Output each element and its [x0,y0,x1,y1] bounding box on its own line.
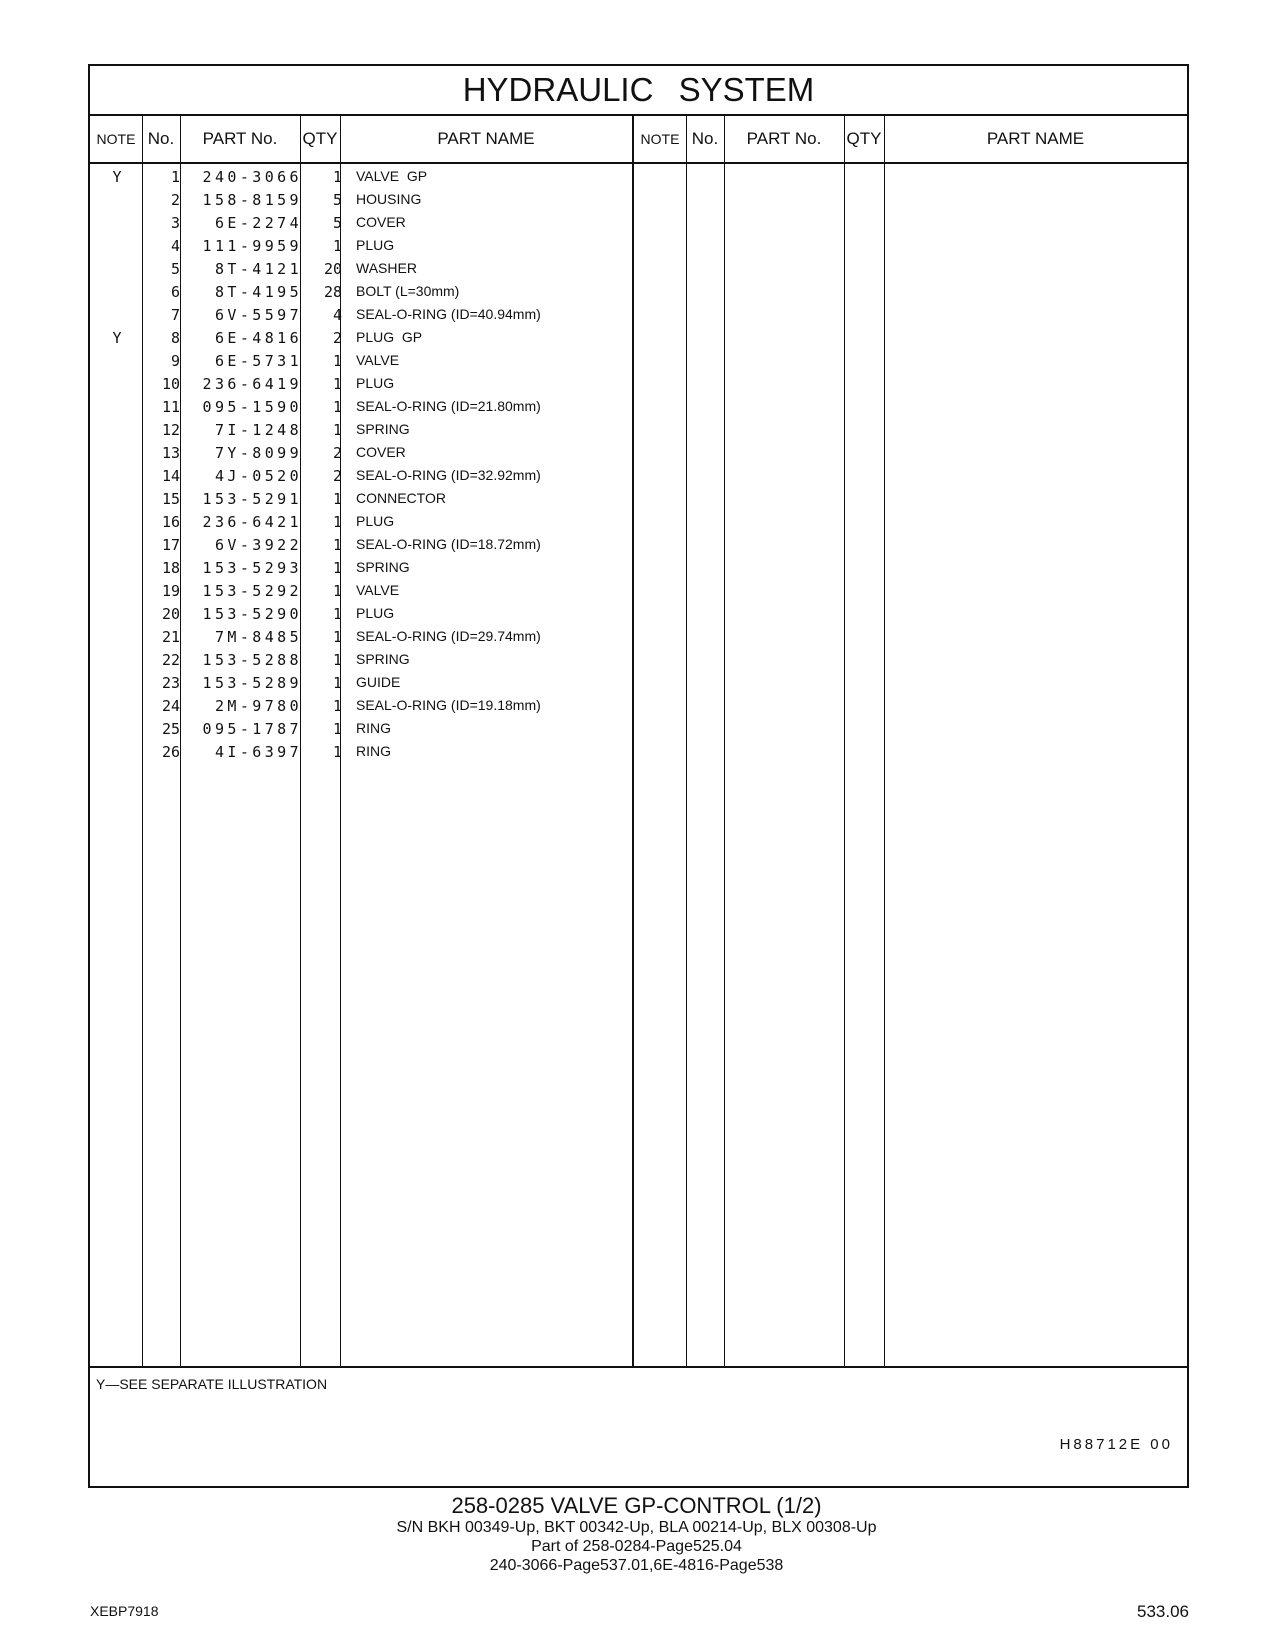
row-item-number: 20 [161,605,180,623]
table-row [90,559,632,582]
row-item-number: 7 [170,306,180,324]
row-part-name: SEAL-O-RING (ID=21.80mm) [356,398,541,414]
table-row [90,237,632,260]
row-part-number: 4J-0520 [214,467,302,485]
row-part-number: 2M-9780 [214,697,302,715]
row-item-number: 15 [161,490,180,508]
table-row [90,375,632,398]
row-quantity: 1 [332,536,342,554]
table-row [90,168,632,191]
row-part-name: RING [356,720,391,736]
drawing-code: H88712E 00 [1059,1436,1173,1453]
row-note: Y [112,168,122,186]
row-part-number: 153-5292 [202,582,302,600]
row-quantity: 1 [332,375,342,393]
caption-part-of: Part of 258-0284-Page525.04 [531,1538,742,1555]
column-divider [884,116,885,1366]
table-row [90,582,632,605]
row-item-number: 5 [170,260,180,278]
row-quantity: 1 [332,674,342,692]
row-part-number: 095-1590 [202,398,302,416]
row-part-number: 153-5289 [202,674,302,692]
row-part-number: 7I-1248 [214,421,302,439]
row-part-name: PLUG [356,605,395,621]
table-bottom-rule [90,1366,1187,1368]
row-part-name: PLUG GP [356,329,423,345]
row-item-number: 8 [170,329,180,347]
row-item-number: 1 [170,168,180,186]
row-part-number: 153-5293 [202,559,302,577]
header-qty-right: QTY [846,129,882,148]
row-item-number: 18 [161,559,180,577]
row-part-name: VALVE [356,582,400,598]
table-row [90,513,632,536]
row-part-number: 6E-2274 [214,214,302,232]
row-part-name: BOLT (L=30mm) [356,283,460,299]
row-quantity: 5 [332,191,342,209]
table-row [90,720,632,743]
table-row [90,421,632,444]
header-no: No. [147,129,175,148]
caption-refs: 240-3066-Page537.01,6E-4816-Page538 [489,1557,784,1574]
column-divider [844,116,845,1366]
table-row [90,674,632,697]
row-quantity: 1 [332,490,342,508]
row-quantity: 1 [332,237,342,255]
row-item-number: 24 [161,697,180,715]
caption-title: 258-0285 VALVE GP-CONTROL (1/2) [451,1493,822,1518]
row-quantity: 1 [332,582,342,600]
table-row [90,306,632,329]
row-part-number: 153-5288 [202,651,302,669]
row-part-name: GUIDE [356,674,401,690]
header-qty: QTY [302,129,338,148]
row-quantity: 1 [332,628,342,646]
row-quantity: 2 [332,467,342,485]
row-item-number: 10 [161,375,180,393]
row-item-number: 19 [161,582,180,600]
row-part-name: SPRING [356,559,410,575]
row-quantity: 5 [332,214,342,232]
row-part-number: 4I-6397 [214,743,302,761]
document-id: XEBP7918 [90,1603,159,1619]
row-part-number: 111-9959 [202,237,302,255]
row-part-name: RING [356,743,391,759]
table-row [90,605,632,628]
table-row [90,651,632,674]
header-part-name-right: PART NAME [986,129,1085,148]
column-divider [686,116,687,1366]
row-quantity: 1 [332,513,342,531]
table-row [90,536,632,559]
row-quantity: 1 [332,352,342,370]
table-row [90,283,632,306]
row-item-number: 25 [161,720,180,738]
row-part-name: HOUSING [356,191,422,207]
row-part-number: 7M-8485 [214,628,302,646]
row-part-number: 6V-5597 [214,306,302,324]
caption-serials: S/N BKH 00349-Up, BKT 00342-Up, BLA 00214-Up, BLX 00308-Up [396,1519,877,1536]
row-item-number: 22 [161,651,180,669]
column-divider [632,116,634,1366]
row-item-number: 23 [161,674,180,692]
row-part-name: SEAL-O-RING (ID=29.74mm) [356,628,541,644]
row-item-number: 16 [161,513,180,531]
row-part-number: 6E-4816 [214,329,302,347]
row-item-number: 4 [170,237,180,255]
legend-note: Y—SEE SEPARATE ILLUSTRATION [96,1376,328,1392]
row-item-number: 21 [161,628,180,646]
row-part-name: SEAL-O-RING (ID=40.94mm) [356,306,541,322]
row-part-name: CONNECTOR [356,490,446,506]
header-part-name: PART NAME [437,129,535,148]
row-part-number: 240-3066 [202,168,302,186]
row-part-name: VALVE [356,352,400,368]
row-quantity: 1 [332,720,342,738]
row-part-number: 8T-4121 [214,260,302,278]
table-row [90,628,632,651]
row-quantity: 1 [332,168,342,186]
row-part-name: SEAL-O-RING (ID=18.72mm) [356,536,541,552]
parts-sheet [88,64,1189,1488]
header-note-right: NOTE [640,131,680,147]
table-row [90,329,632,352]
row-quantity: 1 [332,697,342,715]
row-item-number: 12 [161,421,180,439]
row-quantity: 4 [332,306,342,324]
header-part-no: PART No. [202,129,278,148]
row-quantity: 28 [323,283,342,301]
row-part-number: 158-8159 [202,191,302,209]
page-number: 533.06 [1137,1602,1189,1621]
header-no-right: No. [691,129,719,148]
row-part-number: 095-1787 [202,720,302,738]
row-part-name: PLUG [356,513,395,529]
row-item-number: 13 [161,444,180,462]
table-row [90,398,632,421]
row-item-number: 17 [161,536,180,554]
row-part-name: PLUG [356,237,395,253]
row-item-number: 9 [170,352,180,370]
row-item-number: 26 [161,743,180,761]
row-item-number: 14 [161,467,180,485]
row-item-number: 3 [170,214,180,232]
column-divider [724,116,725,1366]
row-part-number: 153-5290 [202,605,302,623]
row-part-number: 236-6421 [202,513,302,531]
row-quantity: 20 [323,260,342,278]
row-quantity: 2 [332,444,342,462]
table-row [90,467,632,490]
row-quantity: 1 [332,743,342,761]
row-part-name: COVER [356,214,406,230]
row-quantity: 2 [332,329,342,347]
row-quantity: 1 [332,421,342,439]
row-part-name: PLUG [356,375,395,391]
row-part-number: 6E-5731 [214,352,302,370]
row-quantity: 1 [332,559,342,577]
table-row [90,352,632,375]
row-part-number: 7Y-8099 [214,444,302,462]
row-part-name: SEAL-O-RING (ID=32.92mm) [356,467,541,483]
row-part-number: 8T-4195 [214,283,302,301]
header-note: NOTE [96,131,136,147]
table-row [90,743,632,766]
row-quantity: 1 [332,605,342,623]
row-part-number: 153-5291 [202,490,302,508]
table-row [90,214,632,237]
row-part-number: 6V-3922 [214,536,302,554]
row-part-name: SPRING [356,651,410,667]
row-part-name: COVER [356,444,406,460]
sheet-title: HYDRAULIC SYSTEM [90,66,1187,116]
table-row [90,444,632,467]
table-row [90,191,632,214]
row-quantity: 1 [332,651,342,669]
row-quantity: 1 [332,398,342,416]
row-part-name: WASHER [356,260,417,276]
row-part-number: 236-6419 [202,375,302,393]
row-part-name: SEAL-O-RING (ID=19.18mm) [356,697,541,713]
row-item-number: 11 [161,398,180,416]
table-row [90,260,632,283]
row-note: Y [112,329,122,347]
row-part-name: VALVE GP [356,168,428,184]
header-part-no-right: PART No. [746,129,822,148]
row-item-number: 6 [170,283,180,301]
table-row [90,490,632,513]
table-row [90,697,632,720]
row-part-name: SPRING [356,421,410,437]
row-item-number: 2 [170,191,180,209]
